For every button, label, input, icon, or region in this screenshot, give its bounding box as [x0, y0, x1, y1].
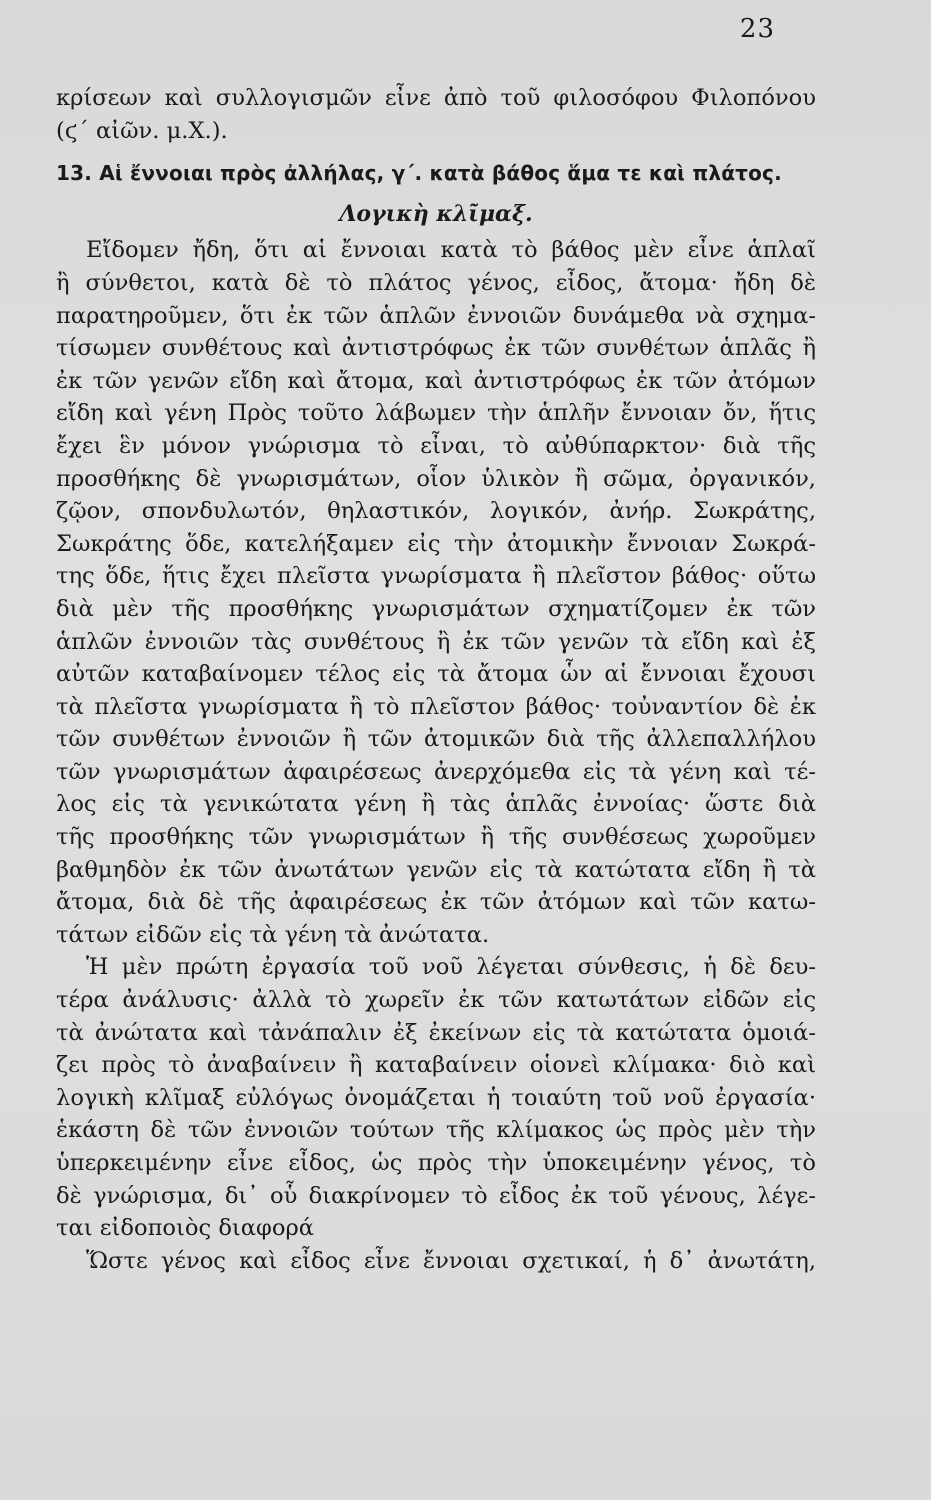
text-line: τίσωμεν συνθέτους καὶ ἀντιστρόφως ἐκ τῶν συνθέτων ἁπλᾶς ἢ: [56, 335, 816, 362]
text-line: ἐκ τῶν γενῶν εἴδη καὶ ἄτομα, καὶ ἀντιστρόφως ἐκ τῶν ἀτόμων: [56, 367, 816, 394]
text-line: της ὅδε, ἥτις ἔχει πλεῖστα γνωρίσματα ἢ πλεῖστον βάθος· οὕτω: [56, 563, 816, 590]
text-line: λος εἰς τὰ γενικώτατα γένη ἢ τὰς ἁπλᾶς ἐννοίας· ὥστε διὰ: [56, 791, 816, 818]
text-line: ἔχει ἓν μόνον γνώρισμα τὸ εἶναι, τὸ αὐθύπαρκτον· διὰ τῆς: [56, 432, 816, 459]
text-line: τῶν συνθέτων ἐννοιῶν ἢ τῶν ἀτομικῶν διὰ τῆς ἀλλεπαλλήλου: [56, 726, 816, 753]
text-line: αὐτῶν καταβαίνομεν τέλος εἰς τὰ ἄτομα ὧν αἱ ἔννοιαι ἔχουσι: [56, 661, 816, 688]
page-number: 23: [739, 14, 775, 44]
text-line: ται εἰδοποιὸς διαφορά: [56, 1215, 314, 1242]
section-heading: 13. Αἱ ἔννοιαι πρὸς ἀλλήλας, γ΄. κατὰ βάθος ἅμα τε καὶ πλάτος.: [56, 161, 782, 186]
text-line: διὰ μὲν τῆς προσθήκης γνωρισμάτων σχηματίζομεν ἐκ τῶν: [56, 595, 816, 622]
text-line: τῆς προσθήκης τῶν γνωρισμάτων ἢ τῆς συνθέσεως χωροῦμεν: [56, 824, 816, 851]
text-line: ἄτομα, διὰ δὲ τῆς ἀφαιρέσεως ἐκ τῶν ἀτόμων καὶ τῶν κατω-: [56, 889, 816, 916]
text-line: ζει πρὸς τὸ ἀναβαίνειν ἢ καταβαίνειν οἱονεὶ κλίμακα· διὸ καὶ: [56, 1052, 816, 1079]
text-line: τῶν γνωρισμάτων ἀφαιρέσεως ἀνερχόμεθα εἰς τὰ γένη καὶ τέ-: [56, 758, 816, 785]
text-line: (ϛ΄ αἰῶν. μ.Χ.).: [56, 117, 228, 144]
text-line: βαθμηδὸν ἐκ τῶν ἀνωτάτων γενῶν εἰς τὰ κατώτατα εἴδη ἢ τὰ: [56, 856, 816, 883]
text-line: εἴδη καὶ γένη Πρὸς τοῦτο λάβωμεν τὴν ἁπλῆν ἔννοιαν ὄν, ἥτις: [56, 400, 816, 427]
text-line: τὰ ἀνώτατα καὶ τἀνάπαλιν ἐξ ἐκείνων εἰς τὰ κατώτατα ὁμοιά-: [56, 1019, 816, 1046]
text-line: ἑκάστη δὲ τῶν ἐννοιῶν τούτων τῆς κλίμακος ὡς πρὸς μὲν τὴν: [56, 1117, 816, 1144]
text-line: ὑπερκειμένην εἶνε εἶδος, ὡς πρὸς τὴν ὑποκειμένην γένος, τὸ: [56, 1150, 816, 1176]
text-line: Σωκράτης ὅδε, κατελήξαμεν εἰς τὴν ἀτομικὴν ἔννοιαν Σωκρά-: [56, 530, 816, 557]
text-line: ἁπλῶν ἐννοιῶν τὰς συνθέτους ἢ ἐκ τῶν γενῶν τὰ εἴδη καὶ ἐξ: [56, 628, 816, 655]
text-line: Ἡ μὲν πρώτη ἐργασία τοῦ νοῦ λέγεται σύνθεσις, ἡ δὲ δευ-: [86, 954, 816, 981]
text-line: ἢ σύνθετοι, κατὰ δὲ τὸ πλάτος γένος, εἶδος, ἄτομα· ἤδη δὲ: [56, 269, 816, 296]
text-line: δὲ γνώρισμα, δι᾽ οὗ διακρίνομεν τὸ εἶδος ἐκ τοῦ γένους, λέγε-: [56, 1182, 816, 1209]
text-line: τέρα ἀνάλυσις· ἀλλὰ τὸ χωρεῖν ἐκ τῶν κατωτάτων εἰδῶν εἰς: [56, 987, 816, 1014]
text-line: λογικὴ κλῖμαξ εὐλόγως ὀνομάζεται ἡ τοιαύτη τοῦ νοῦ ἐργασία·: [56, 1084, 816, 1111]
text-line: ζῷον, σπονδυλωτόν, θηλαστικόν, λογικόν, ἀνήρ. Σωκράτης,: [56, 498, 816, 525]
section-subheading: Λογικὴ κλῖμαξ.: [339, 200, 533, 227]
text-line: παρατηροῦμεν, ὅτι ἐκ τῶν ἁπλῶν ἐννοιῶν δυνάμεθα νὰ σχημα-: [56, 302, 816, 329]
text-line: Ὥστε γένος καὶ εἶδος εἶνε ἔννοιαι σχετικαί, ἡ δ᾽ ἀνωτάτη,: [86, 1247, 816, 1274]
page-text: [56, 82, 816, 1277]
text-line: Εἴδομεν ἤδη, ὅτι αἱ ἔννοιαι κατὰ τὸ βάθος μὲν εἶνε ἁπλαῖ: [86, 237, 816, 264]
text-line: τάτων εἰδῶν εἰς τὰ γένη τὰ ἀνώτατα.: [56, 921, 490, 948]
text-line: προσθήκης δὲ γνωρισμάτων, οἷον ὑλικὸν ἢ σῶμα, ὀργανικόν,: [56, 465, 816, 492]
text-line: τὰ πλεῖστα γνωρίσματα ἢ τὸ πλεῖστον βάθος· τοὐναντίον δὲ ἐκ: [56, 693, 816, 720]
text-line: κρίσεων καὶ συλλογισμῶν εἶνε ἀπὸ τοῦ φιλοσόφου Φιλοπόνου: [56, 85, 816, 111]
